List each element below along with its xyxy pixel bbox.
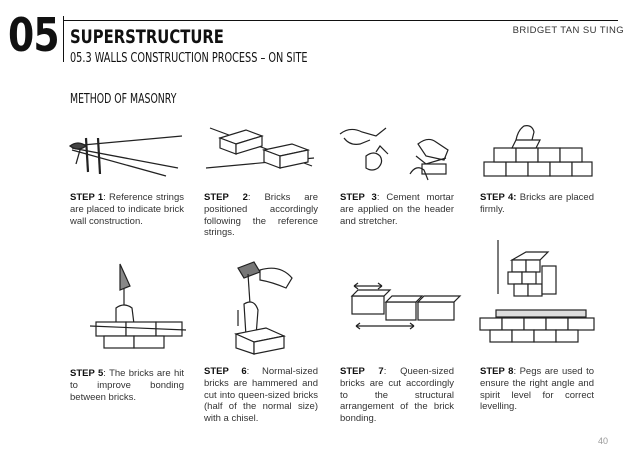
- step-5-illustration: [90, 258, 186, 354]
- header-vertical-rule: [63, 16, 64, 62]
- section-title: SUPERSTRUCTURE: [70, 26, 224, 48]
- step-7-illustration: [346, 278, 462, 338]
- step-3-illustration: [336, 122, 456, 182]
- step-1-text: STEP 1: Reference strings are placed to indicate brick wall construction.: [70, 192, 184, 227]
- subsection-title: 05.3 WALLS CONSTRUCTION PROCESS – ON SITE: [70, 50, 308, 66]
- chapter-number: 05: [8, 8, 59, 62]
- step-6-illustration: [226, 256, 316, 356]
- header-horizontal-rule: [63, 20, 618, 21]
- step-7-text: STEP 7: Queen-sized bricks are cut accordingly to the structural arrangement of the brick bonding.: [340, 366, 454, 425]
- step-1-illustration: [66, 128, 186, 188]
- step-2-illustration: [202, 122, 320, 182]
- step-6-text: STEP 6: Normal-sized bricks are hammered and cut into queen-sized bricks (half of the normal size) with a chisel.: [204, 366, 318, 425]
- step-3-text: STEP 3: Cement mortar are applied on the header and stretcher.: [340, 192, 454, 227]
- author-name: BRIDGET TAN SU TING: [512, 25, 624, 36]
- step-4-text: STEP 4: Bricks are placed firmly.: [480, 192, 594, 215]
- page-number: 40: [597, 436, 608, 446]
- step-8-text: STEP 8: Pegs are used to ensure the right angle and spirit level for correct levelling.: [480, 366, 594, 413]
- step-8-illustration: [476, 236, 600, 346]
- step-4-illustration: [478, 122, 598, 184]
- method-title: METHOD OF MASONRY: [70, 92, 177, 107]
- step-5-text: STEP 5: The bricks are hit to improve bonding between bricks.: [70, 368, 184, 403]
- step-2-text: STEP 2: Bricks are positioned accordingly following the reference strings.: [204, 192, 318, 239]
